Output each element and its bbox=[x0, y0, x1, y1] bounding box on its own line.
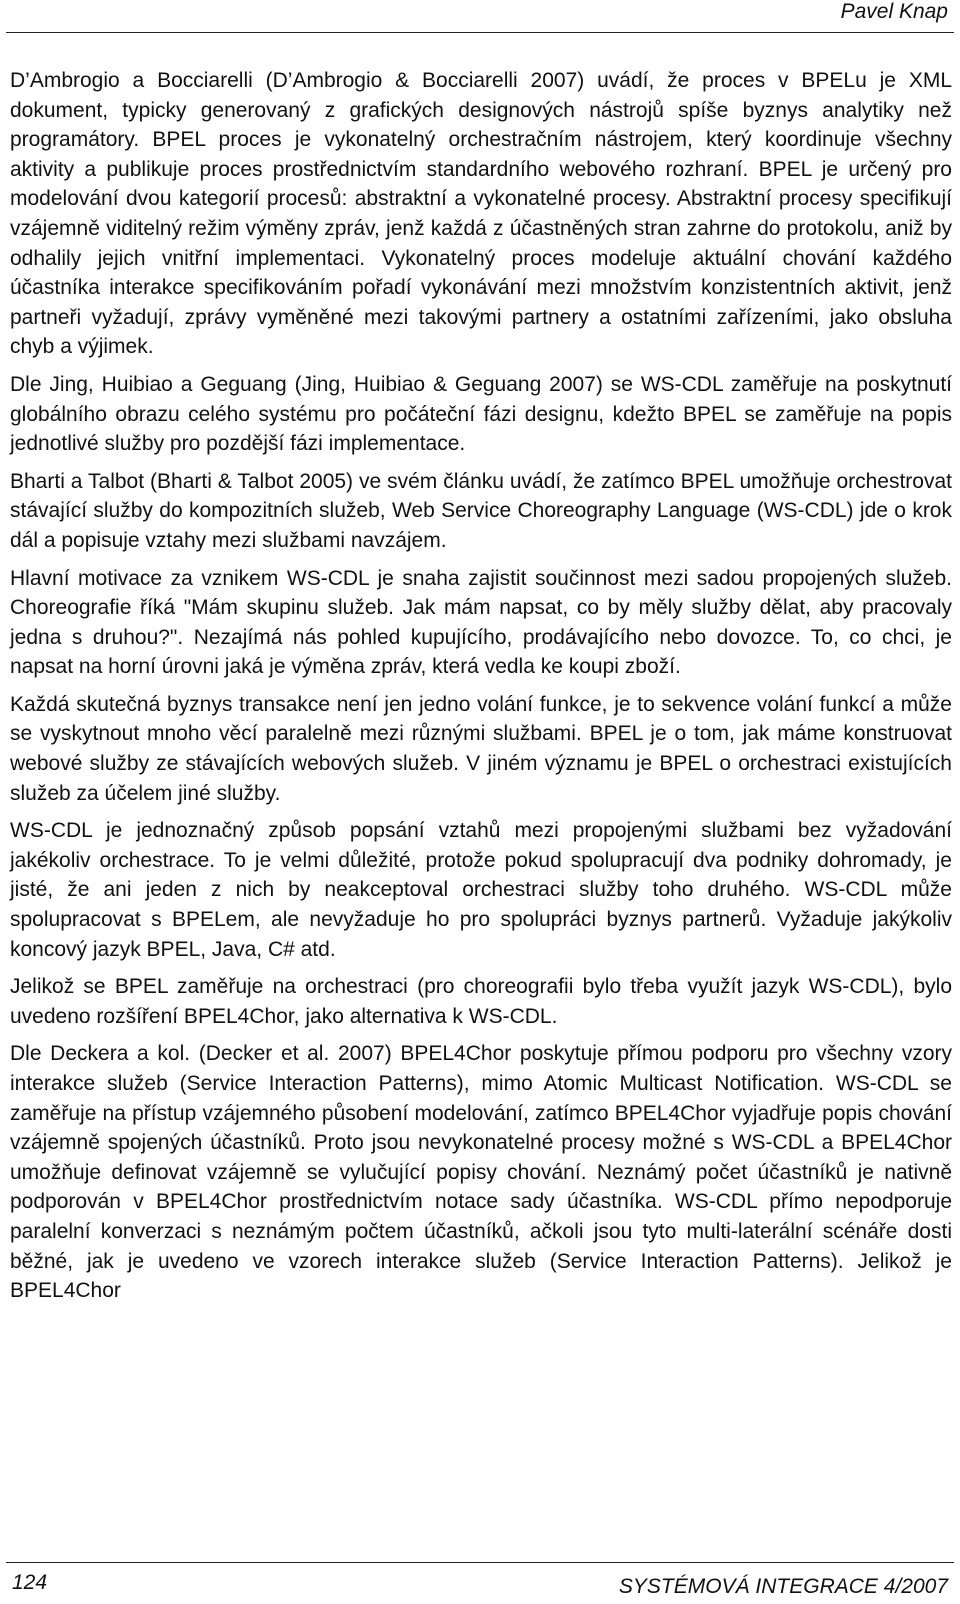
page-number: 124 bbox=[12, 1571, 48, 1594]
article-body bbox=[10, 66, 952, 1314]
paragraph: Dle Deckera a kol. (Decker et al. 2007) BPEL4Chor poskytuje přímou podporu pro všechny vzory interakce služeb (Service Interaction Patterns), mimo Atomic Multicast Notification. WS-CDL se zaměřuje na přístup vzájemného působení modelování, zatímco BPEL4Chor vyjadřuje popis chování vzájemně spojených účastníků. Proto jsou nevykonatelné procesy možné s WS-CDL a BPEL4Chor umožňuje definovat vzájemně se vylučující popisy chování. Neznámý počet účastníků je nativně podporován v BPEL4Chor prostřednictvím notace sady účastníka. WS-CDL přímo nepodporuje paralelní konverzaci s neznámým počtem účastníků, ačkoli jsou tyto multi-laterální scénáře dosti běžné, jak je uvedeno ve vzorech interakce služeb (Service Interaction Patterns). Jelikož je BPEL4Chor bbox=[10, 1042, 952, 1303]
footer-divider bbox=[6, 1562, 954, 1563]
paragraph: Dle Jing, Huibiao a Geguang (Jing, Huibiao & Geguang 2007) se WS-CDL zaměřuje na poskytnutí globálního obrazu celého systému pro počáteční fázi designu, kdežto BPEL se zaměřuje na popis jednotlivé služby pro pozdější fázi implementace. bbox=[10, 372, 952, 456]
paragraph: D’Ambrogio a Bocciarelli (D’Ambrogio & Bocciarelli 2007) uvádí, že proces v BPELu je XML dokument, typicky generovaný z grafických designových nástrojů spíše byznys analytiky než programátory. BPEL proces je vykonatelný orchestračním nástrojem, který koordinuje všechny aktivity a publikuje proces prostřednictvím standardního webového rozhraní. BPEL je určený pro modelování dvou kategorií procesů: abstraktní a vykonatelné procesy. Abstraktní procesy specifikují vzájemně viditelný režim výměny zpráv, jenž každá z účastněných stran zahrne do protokolu, aniž by odhalily jejich vnitřní implementaci. Vykonatelný proces modeluje aktuální chování každého účastníka interakce specifikováním pořadí vykonávání mezi množstvím konzistentních aktivit, jenž partneři vyžadují, zprávy vyměněné mezi takovými partnery a ostatními zařízeními, jako obsluha chyb a výjimek. bbox=[10, 69, 952, 359]
journal-name: SYSTÉMOVÁ INTEGRACE 4/2007 bbox=[618, 1575, 948, 1598]
paragraph: Každá skutečná byznys transakce není jen jedno volání funkce, je to sekvence volání funkcí a může se vyskytnout mnoho věcí paralelně mezi různými službami. BPEL je o tom, jak máme konstruovat webové služby ze stávajících webových služeb. V jiném významu je BPEL o orchestraci existujících služeb za účelem jiné služby. bbox=[10, 692, 952, 805]
paragraph: Hlavní motivace za vznikem WS-CDL je snaha zajistit součinnost mezi sadou propojených služeb. Choreografie říká "Mám skupinu služeb. Jak mám napsat, co by měly služby dělat, aby pracovaly jedna s druhou?". Nezajímá nás pohled kupujícího, prodávajícího nebo dovozce. To, co chci, je napsat na horní úrovni jaká je výměna zpráv, která vedla ke koupi zboží. bbox=[10, 566, 952, 679]
paragraph: Bharti a Talbot (Bharti & Talbot 2005) ve svém článku uvádí, že zatímco BPEL umožňuje orchestrovat stávající služby do kompozitních služeb, Web Service Choreography Language (WS-CDL) jde o krok dál a popisuje vztahy mezi službami navzájem. bbox=[10, 469, 952, 552]
paragraph: WS-CDL je jednoznačný způsob popsání vztahů mezi propojenými službami bez vyžadování jakékoliv orchestrace. To je velmi důležité, protože pokud spolupracují dva podniky dohromady, je jisté, že ani jeden z nich by neakceptoval orchestraci služby toho druhého. WS-CDL může spolupracovat s BPELem, ale nevyžaduje ho pro spolupráci byznys partnerů. Vyžaduje jakýkoliv koncový jazyk BPEL, Java, C# atd. bbox=[10, 819, 952, 961]
page-footer bbox=[0, 1556, 960, 1604]
header-author: Pavel Knap bbox=[840, 0, 948, 23]
page-header bbox=[0, 0, 960, 36]
header-divider bbox=[6, 32, 954, 33]
paragraph: Jelikož se BPEL zaměřuje na orchestraci (pro choreografii bylo třeba využít jazyk WS-CDL), bylo uvedeno rozšíření BPEL4Chor, jako alternativa k WS-CDL. bbox=[10, 975, 952, 1028]
